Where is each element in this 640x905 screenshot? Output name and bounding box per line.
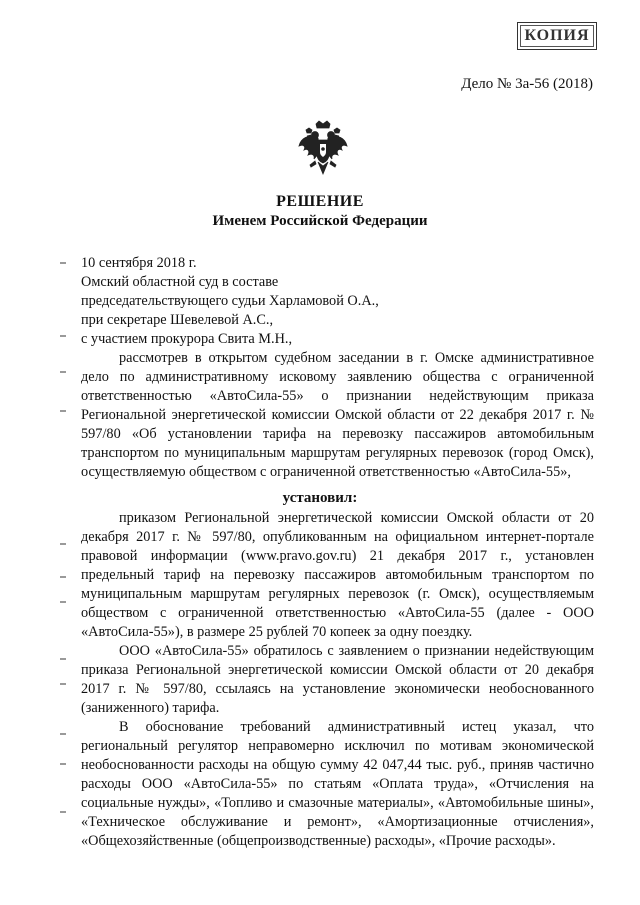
binding-marks [60, 0, 80, 905]
case-number: Дело № 3а-56 (2018) [461, 76, 593, 92]
presiding-judge: председательствующего судьи Харламовой О.А., [81, 293, 379, 309]
copy-stamp-label: КОПИЯ [524, 27, 590, 44]
established-heading: установил: [282, 490, 358, 506]
court-secretary: при секретаре Шевелевой А.С., [81, 312, 274, 328]
court-name: Омский областной суд в составе [81, 274, 279, 290]
document-title: РЕШЕНИЕ [276, 193, 364, 210]
coat-of-arms-icon [298, 120, 348, 176]
decision-date: 10 сентября 2018 г. [81, 255, 197, 271]
considering-paragraph: рассмотрев в открытом судебном заседании в г. Омске административное дело по административному исковому заявлению общества с ограниченной ответственностью «АвтоСила-55» о признании недействующим приказа Региональной энергетической комиссии Омской области от 22 декабря 2017 г. № 597/80 «Об установлении тарифа на перевозку пассажиров автомобильным транспортом по муниципальным маршрутам регулярных перевозок (город Омск), осуществляемую обществом с ограниченной ответственностью «АвтоСила-55», [81, 350, 594, 480]
paragraph-2: ООО «АвтоСила-55» обратилось с заявлением о признании недействующим приказа Региональной энергетической комиссии Омской области от 20 декабря 2017 г. № 597/80, ссылаясь на установление экономически необоснованного (заниженного) тарифа. [81, 643, 594, 716]
paragraph-1: приказом Региональной энергетической комиссии Омской области от 20 декабря 2017 г. № 597/80, опубликованным на официальном интернет-портале правовой информации (www.pravo.gov.ru) 21 декабря 2017 г., установлен предельный тариф на перевозку пассажиров автомобильным транспортом по муниципальным маршрутам регулярных перевозок (г. Омск), осуществляемым обществом с ограниченной ответственностью «АвтоСила-55 (далее - ООО «АвтоСила-55»), в размере 25 рублей 70 копеек за одну поездку. [81, 510, 594, 640]
prosecutor: с участием прокурора Свита М.Н., [81, 331, 293, 347]
intro-block [81, 254, 594, 482]
copy-stamp [517, 22, 597, 50]
established-block [81, 509, 594, 851]
paragraph-3: В обоснование требований административный истец указал, что региональный регулятор неправомерно исключил по мотивам экономической необоснованности расходы на общую сумму 42 047,44 тыс. руб., приняв частично расходы ООО «АвтоСила-55» по статьям «Оплата труда», «Отчисления на социальные нужды», «Топливо и смазочные материалы», «Автомобильные шины», «Техническое обслуживание и ремонт», «Амортизационные отчисления», «Общехозяйственные (общепроизводственные) расходы», «Прочие расходы». [81, 719, 594, 849]
document-subtitle: Именем Российской Федерации [212, 213, 428, 229]
